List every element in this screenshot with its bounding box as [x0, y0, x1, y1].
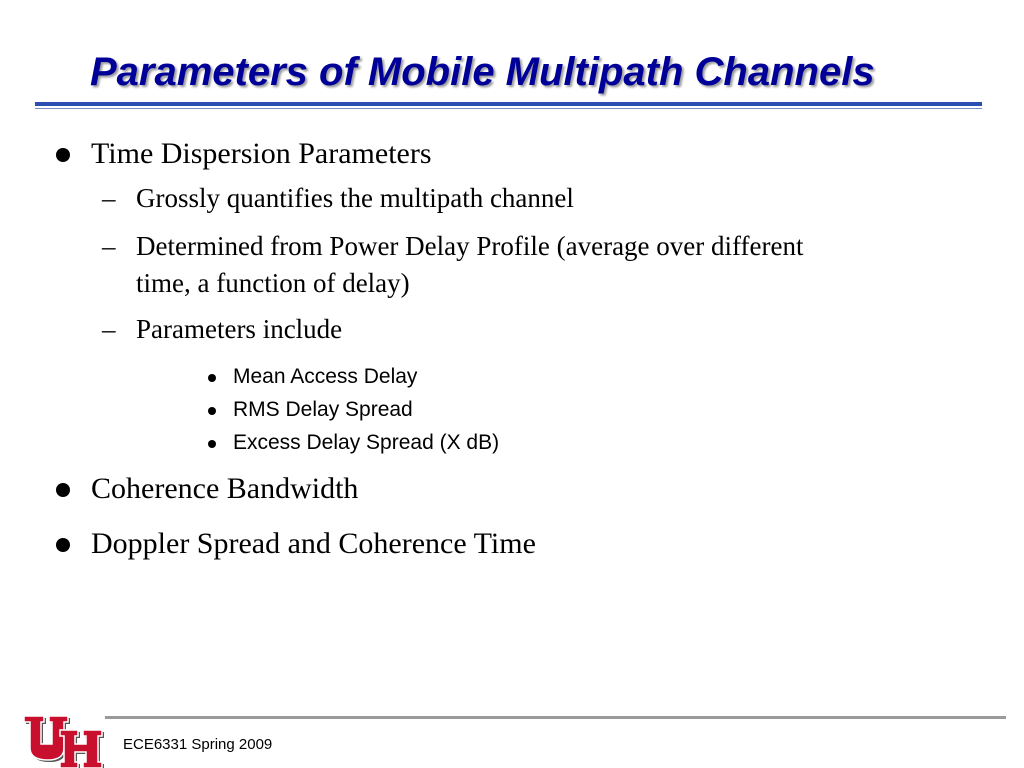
subitem-text: Parameters include: [136, 314, 343, 344]
bullet-text: Coherence Bandwidth: [91, 472, 359, 505]
university-logo-icon: [22, 712, 104, 768]
logo-letter-h: [60, 730, 102, 768]
slide-title: Parameters of Mobile Multipath Channels: [90, 50, 875, 94]
small-bullet-dot-icon: [208, 407, 216, 415]
bullet-time-dispersion: [91, 136, 432, 172]
title-underline-thin: [35, 108, 982, 109]
dash-icon: –: [102, 183, 116, 213]
param-mean-access-delay: [233, 364, 417, 390]
dash-icon: –: [102, 231, 116, 261]
bullet-text: Doppler Spread and Coherence Time: [91, 527, 536, 560]
small-bullet-dot-icon: [208, 440, 216, 448]
footer-rule: [105, 716, 1006, 719]
bullet-text: Time Dispersion Parameters: [91, 137, 432, 170]
title-underline: [35, 102, 982, 106]
param-excess-delay-spread: [233, 430, 499, 456]
subitem-determined: [102, 228, 804, 265]
subitem-parameters: [102, 311, 343, 348]
dash-icon: –: [102, 314, 116, 344]
subitem-text-line1: Determined from Power Delay Profile (average over different: [136, 231, 804, 261]
small-bullet-dot-icon: [208, 374, 216, 382]
param-rms-delay-spread: [233, 397, 413, 423]
bullet-doppler-spread: [91, 526, 536, 562]
subitem-determined-cont: [136, 265, 410, 302]
param-text: Mean Access Delay: [233, 365, 418, 388]
bullet-dot-icon: [56, 148, 70, 162]
param-text: RMS Delay Spread: [233, 398, 413, 421]
param-text: Excess Delay Spread (X dB): [233, 431, 500, 454]
subitem-grossly: [102, 180, 574, 217]
subitem-text-line2: time, a function of delay): [136, 268, 410, 298]
footer-course-label: ECE6331 Spring 2009: [123, 736, 273, 753]
bullet-dot-icon: [56, 483, 70, 497]
bullet-dot-icon: [56, 538, 70, 552]
subitem-text: Grossly quantifies the multipath channel: [136, 183, 574, 213]
bullet-coherence-bandwidth: [91, 471, 358, 507]
